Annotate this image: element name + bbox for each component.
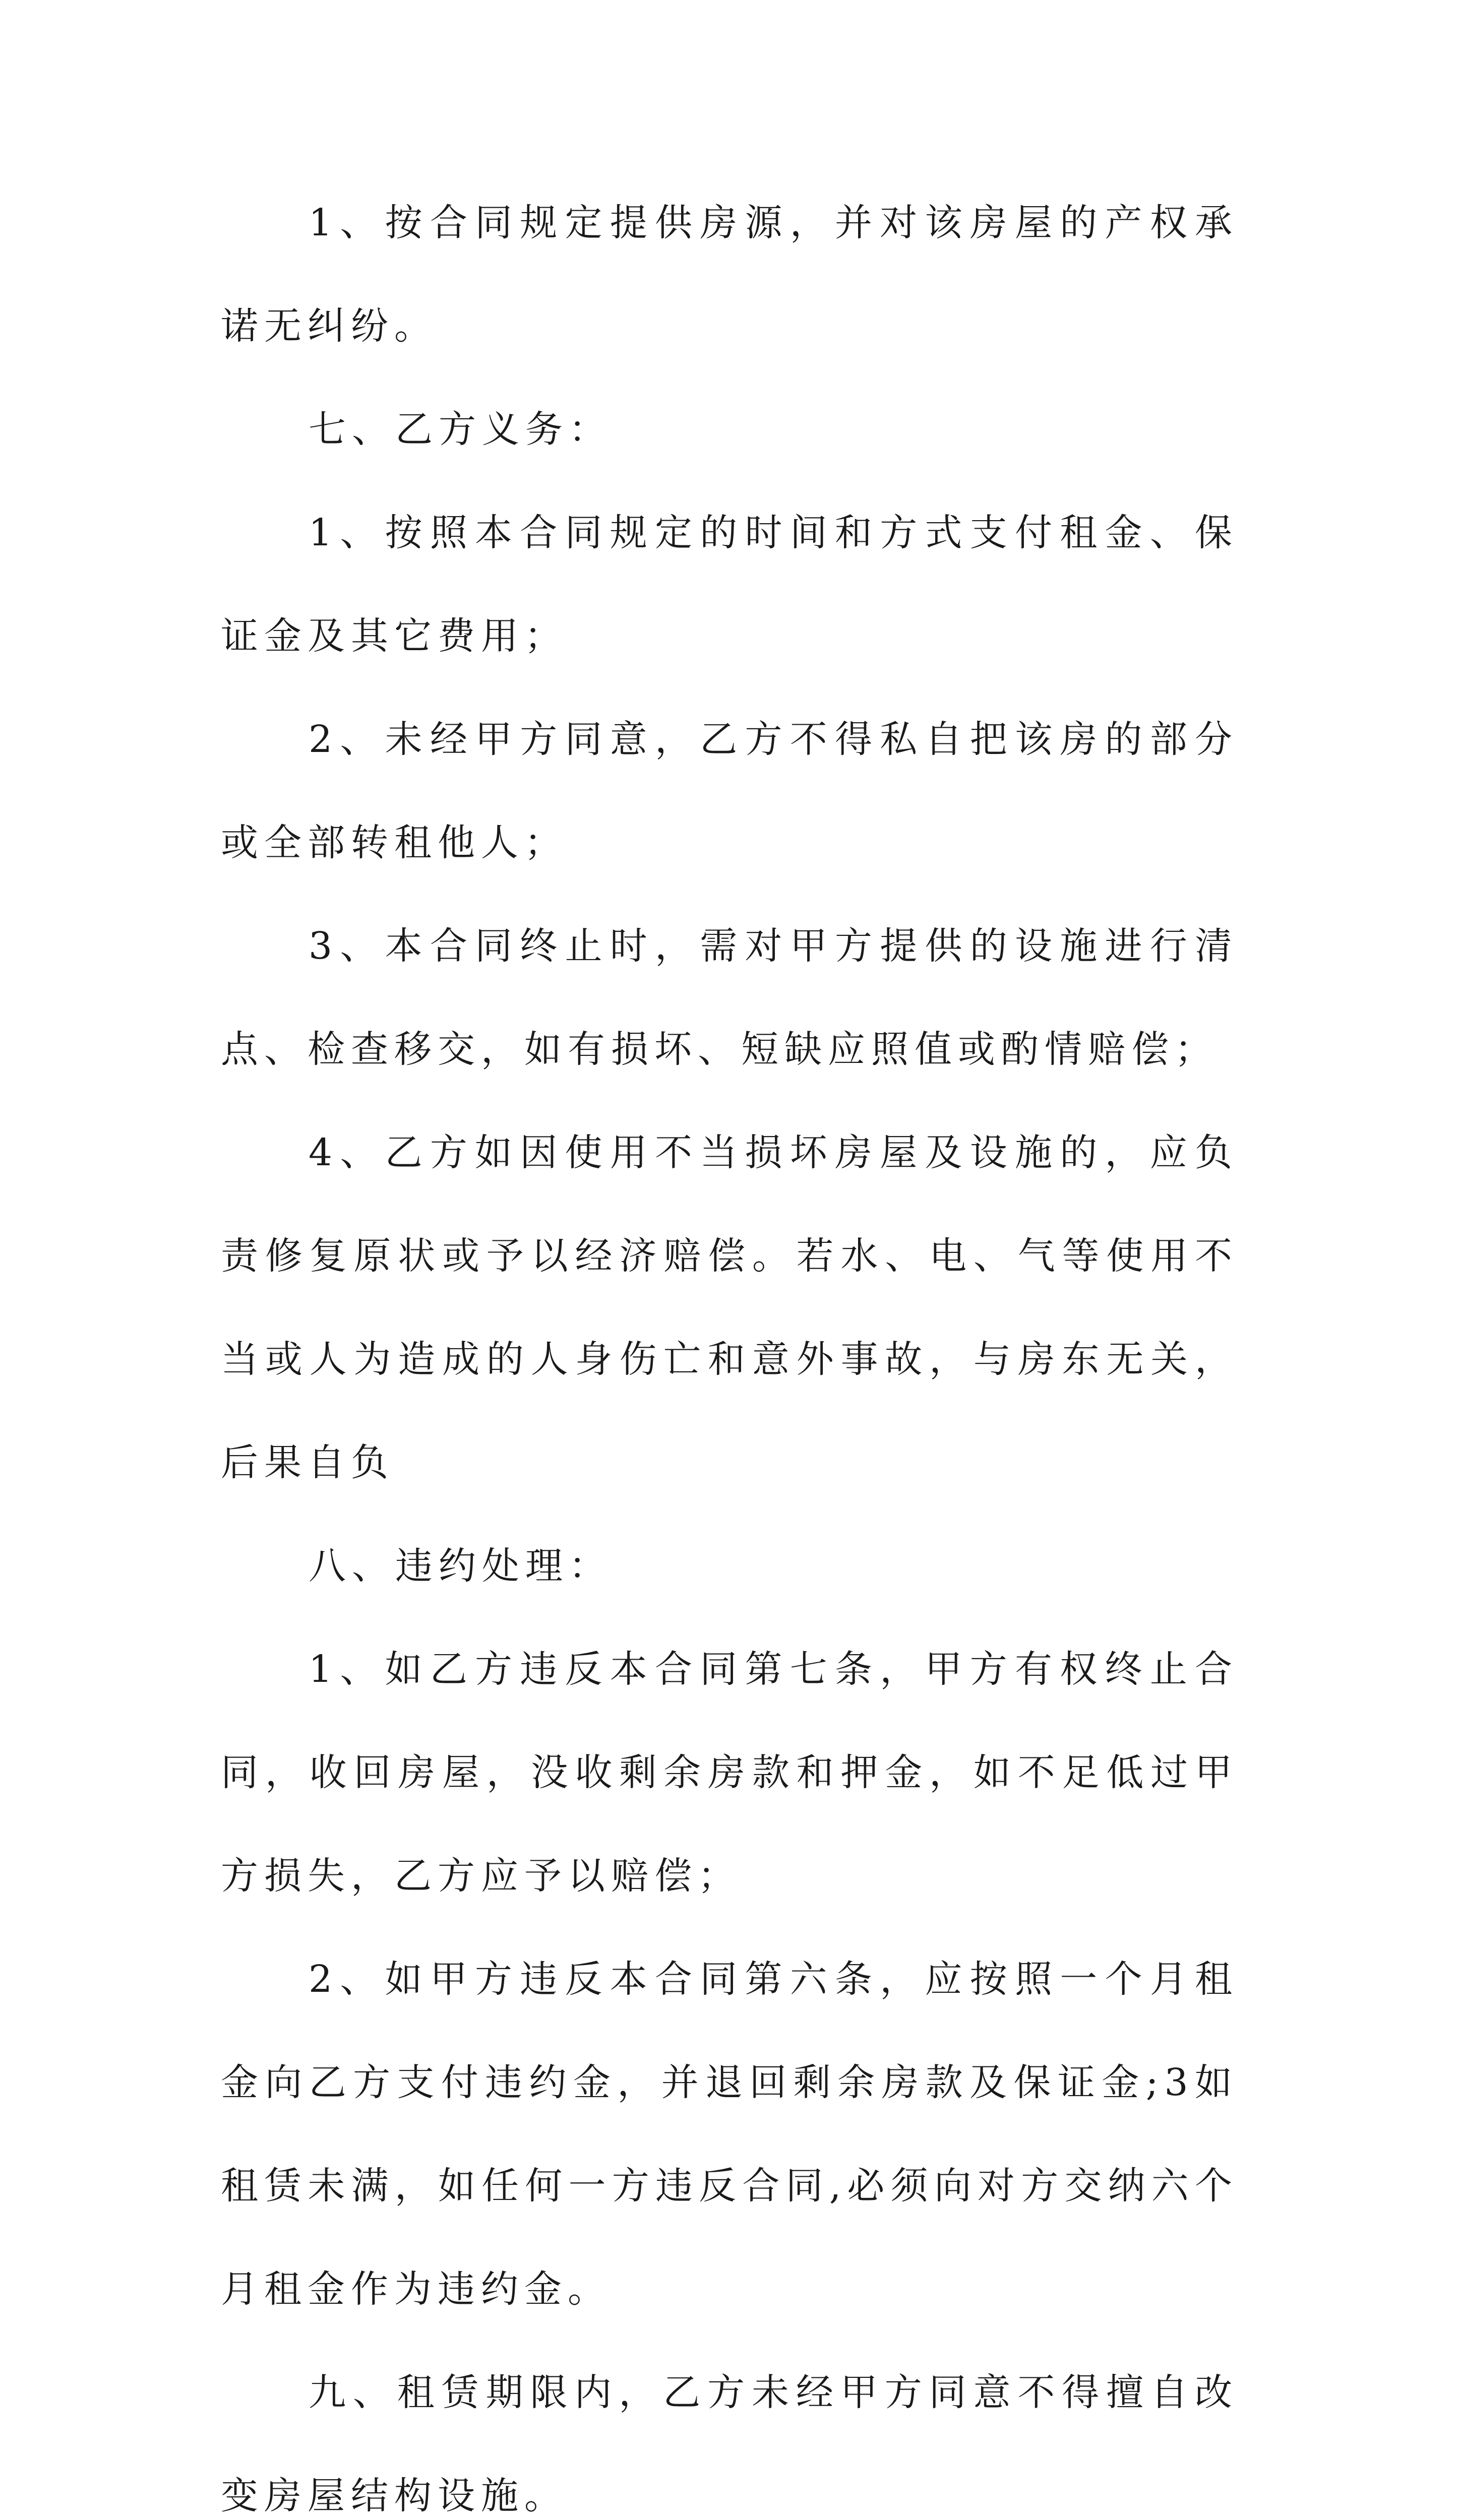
paragraph-breach-1: 1、如乙方违反本合同第七条，甲方有权终止合同，收回房屋，没收剩余房款和押金，如不足低过甲方损失，乙方应予以赔偿；: [221, 1648, 1238, 1898]
paragraph-tenant-4: 4、乙方如因使用不当损坏房屋及设施的，应负责修复原状或予以经济赔偿。若水、电、气等使用不当或人为造成的人身伤亡和意外事故，与房东无关，后果自负: [221, 1131, 1238, 1484]
paragraph-breach-2: 2、如甲方违反本合同第六条，应按照一个月租金向乙方支付违约金，并退回剩余房款及保证金;3如租赁未满，如任何一方违反合同,必须向对方交纳六个月租金作为违约金。: [221, 1958, 1238, 2311]
document-body: [221, 171, 1238, 2520]
paragraph-tenant-3: 3、本合同终止时，需对甲方提供的设施进行清点、检查移交，如有损坏、短缺应照值或酌情赔偿；: [221, 924, 1238, 1071]
paragraph-tenant-2: 2、未经甲方同意，乙方不得私自把该房的部分或全部转租他人；: [221, 718, 1238, 864]
section-heading-eight: 八、违约处理：: [309, 1544, 612, 1588]
section-heading-seven: 七、乙方义务：: [309, 408, 612, 451]
section-nine: 九、租赁期限内，乙方未经甲方同意不得擅自改变房屋结构设施。: [221, 2371, 1238, 2517]
paragraph-obligation-1: 1、按合同规定提供房源，并对该房屋的产权承诺无纠纷。: [221, 201, 1238, 348]
paragraph-tenant-1: 1、按照本合同规定的时间和方式支付租金、保证金及其它费用；: [221, 511, 1238, 658]
